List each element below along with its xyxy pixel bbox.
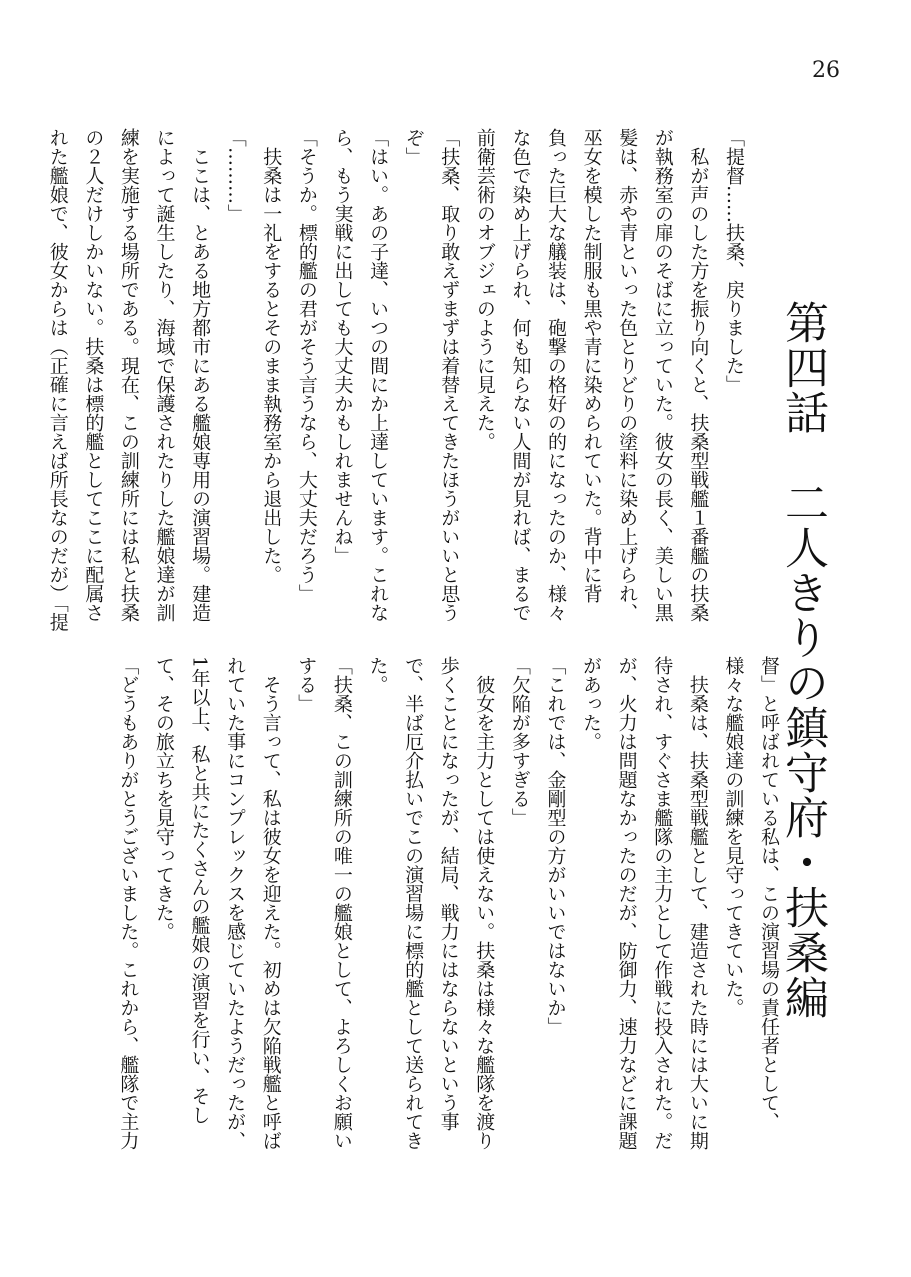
- text-line: 扶桑は、扶桑型戦艦として、建造された時には大いに期: [686, 675, 709, 1150]
- text-line: 前衛芸術のオブジェのように見えた。: [473, 128, 496, 451]
- text-line: 「扶桑、この訓練所の唯一の艦娘として、よろしくお願い: [330, 656, 353, 1150]
- text-line: 髪は、赤や青といった色とりどりの塗料に染め上げられ、: [616, 128, 639, 622]
- text-line: て、その旅立ちを見守ってきた。: [152, 656, 175, 941]
- text-line: が、火力は問題なかったのだが、防御力、速力などに課題: [615, 656, 638, 1150]
- lower-text-block: [110, 656, 786, 1166]
- text-line: 1年以上、私と共にたくさんの艦娘の演習を行い、そし: [188, 656, 211, 1125]
- text-line: 彼女を主力としては使えない。扶桑は様々な艦隊を渡り: [473, 675, 496, 1150]
- text-line: れた艦娘で、彼女からは（正確に言えば所長なのだが）「提: [46, 128, 69, 632]
- text-line: が執務室の扉のそばに立っていた。彼女の長く、美しい黒: [651, 128, 674, 622]
- text-line: な色で染め上げられ、何も知らない人間が見れば、まるで: [509, 128, 532, 622]
- text-line: れていた事にコンプレックスを感じていたようだったが、: [224, 656, 247, 1150]
- text-line: によって誕生したり、海域で保護されたりした艦娘達が訓: [153, 128, 176, 622]
- chapter-title: 第四話 二人きりの鎮守府・扶桑編: [777, 300, 828, 1020]
- text-line: ぞ」: [402, 128, 425, 166]
- text-line: 「そうか。標的艦の君がそう言うなら、大丈夫だろう」: [295, 128, 318, 603]
- text-line: 「どうもありがとうございました。これから、艦隊で主力: [117, 656, 140, 1150]
- text-line: で、半ば厄介払いでこの演習場に標的艦として送られてき: [402, 656, 425, 1150]
- text-line: 歩くことになったが、結局、戦力にはならないという事: [437, 656, 460, 1131]
- text-line: 督」と呼ばれている私は、この演習場の責任者として、: [758, 656, 780, 1131]
- text-line: 「これでは、金剛型の方がいいではないか」: [544, 656, 567, 1036]
- text-line: があった。: [580, 656, 603, 751]
- text-line: 「はい。あの子達、いつの間にか上達しています。これな: [367, 128, 390, 622]
- text-line: 「提督……扶桑、戻りました」: [723, 128, 745, 394]
- upper-text-block: [39, 128, 751, 632]
- text-line: 「欠陥が多すぎる」: [508, 656, 531, 827]
- page-number: 26: [812, 58, 840, 83]
- text-line: する」: [295, 656, 318, 713]
- text-line: ここは、とある地方都市にある艦娘専用の演習場。建造: [189, 147, 212, 622]
- text-line: 様々な艦娘達の訓練を見守ってきていた。: [722, 656, 745, 1017]
- text-line: そう言って、私は彼女を迎えた。初めは欠陥戦艦と呼ば: [259, 675, 282, 1150]
- text-line: た。: [366, 656, 389, 694]
- text-line: 負った巨大な艤装は、砲撃の格好の的になったのか、様々: [545, 128, 568, 622]
- text-line: 待され、すぐさま艦隊の主力として作戦に投入された。だ: [651, 656, 674, 1150]
- text-line: 「………」: [224, 128, 247, 223]
- text-line: 練を実施する場所である。現在、この訓練所には私と扶桑: [117, 128, 140, 622]
- text-line: ら、もう実戦に出しても大丈夫かもしれませんね」: [331, 128, 354, 565]
- text-line: 「扶桑、取り敢えずまずは着替えてきたほうがいいと思う: [438, 128, 461, 622]
- text-line: 巫女を模した制服も黒や青に染められていた。背中に背: [580, 128, 603, 603]
- text-line: の２人だけしかいない。扶桑は標的艦としてここに配属さ: [82, 128, 105, 622]
- text-line: 扶桑は一礼をするとそのまま執務室から退出した。: [260, 147, 283, 584]
- text-line: 私が声のした方を振り向くと、扶桑型戦艦１番艦の扶桑: [687, 147, 710, 622]
